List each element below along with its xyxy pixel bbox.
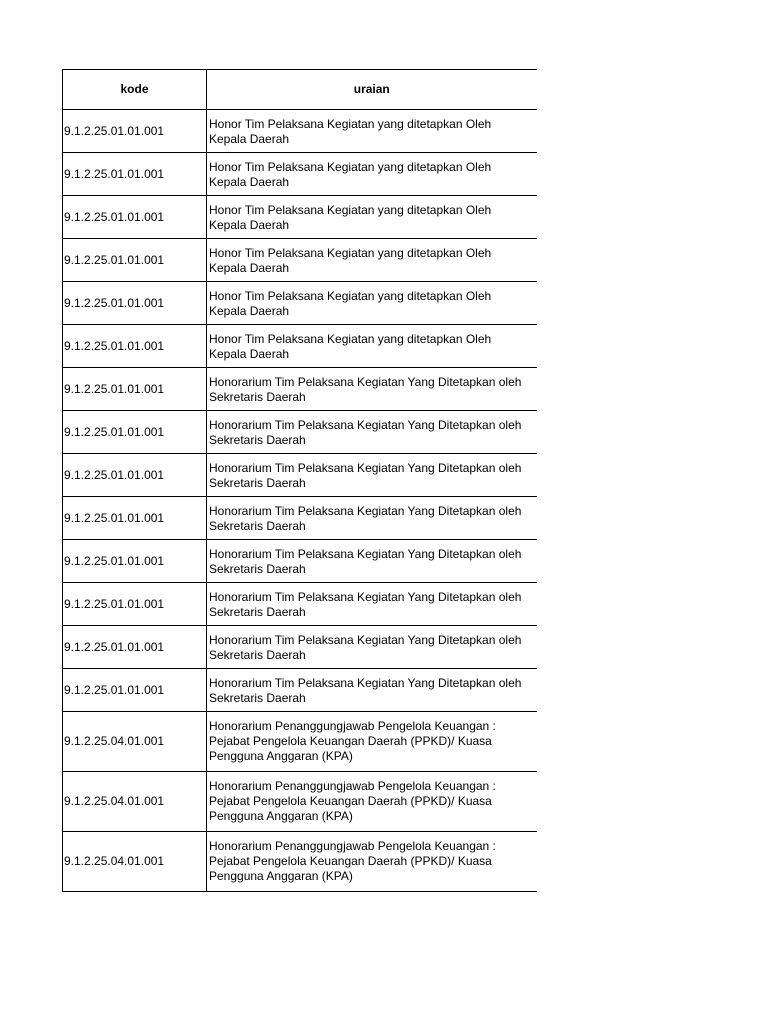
uraian-cell: Honor Tim Pelaksana Kegiatan yang ditetapkan Oleh Kepala Daerah: [207, 239, 537, 282]
kode-cell: 9.1.2.25.01.01.001: [63, 540, 207, 583]
table-row: [63, 411, 537, 454]
uraian-cell: Honor Tim Pelaksana Kegiatan yang ditetapkan Oleh Kepala Daerah: [207, 325, 537, 368]
kode-cell: 9.1.2.25.01.01.001: [63, 153, 207, 196]
kode-cell: 9.1.2.25.01.01.001: [63, 454, 207, 497]
kode-cell: 9.1.2.25.01.01.001: [63, 669, 207, 712]
table-row: [63, 583, 537, 626]
uraian-cell: Honor Tim Pelaksana Kegiatan yang ditetapkan Oleh Kepala Daerah: [207, 282, 537, 325]
kode-cell: 9.1.2.25.01.01.001: [63, 325, 207, 368]
table-row: [63, 772, 537, 832]
kode-cell: 9.1.2.25.04.01.001: [63, 772, 207, 832]
table-row: [63, 497, 537, 540]
kode-cell: 9.1.2.25.01.01.001: [63, 368, 207, 411]
kode-cell: 9.1.2.25.04.01.001: [63, 712, 207, 772]
table-row: [63, 540, 537, 583]
kode-cell: 9.1.2.25.01.01.001: [63, 411, 207, 454]
table-row: [63, 325, 537, 368]
uraian-cell: Honorarium Tim Pelaksana Kegiatan Yang Ditetapkan oleh Sekretaris Daerah: [207, 454, 537, 497]
uraian-cell: Honorarium Tim Pelaksana Kegiatan Yang Ditetapkan oleh Sekretaris Daerah: [207, 540, 537, 583]
uraian-cell: Honorarium Tim Pelaksana Kegiatan Yang Ditetapkan oleh Sekretaris Daerah: [207, 626, 537, 669]
table-row: [63, 712, 537, 772]
uraian-cell: Honorarium Tim Pelaksana Kegiatan Yang Ditetapkan oleh Sekretaris Daerah: [207, 411, 537, 454]
table-row: [63, 454, 537, 497]
uraian-cell: Honor Tim Pelaksana Kegiatan yang ditetapkan Oleh Kepala Daerah: [207, 110, 537, 153]
table-row: [63, 239, 537, 282]
table-row: [63, 368, 537, 411]
uraian-cell: Honorarium Penanggungjawab Pengelola Keuangan : Pejabat Pengelola Keuangan Daerah (PPKD)/ Kuasa Pengguna Anggaran (KPA): [207, 712, 537, 772]
uraian-cell: Honorarium Tim Pelaksana Kegiatan Yang Ditetapkan oleh Sekretaris Daerah: [207, 669, 537, 712]
table-header-row: [63, 70, 537, 110]
kode-cell: 9.1.2.25.04.01.001: [63, 832, 207, 892]
data-table: [62, 69, 537, 892]
uraian-cell: Honorarium Penanggungjawab Pengelola Keuangan : Pejabat Pengelola Keuangan Daerah (PPKD)/ Kuasa Pengguna Anggaran (KPA): [207, 832, 537, 892]
table-row: [63, 110, 537, 153]
kode-cell: 9.1.2.25.01.01.001: [63, 196, 207, 239]
kode-cell: 9.1.2.25.01.01.001: [63, 110, 207, 153]
table-row: [63, 832, 537, 892]
table-row: [63, 282, 537, 325]
kode-cell: 9.1.2.25.01.01.001: [63, 282, 207, 325]
data-table-container: [62, 69, 536, 892]
uraian-cell: Honor Tim Pelaksana Kegiatan yang ditetapkan Oleh Kepala Daerah: [207, 196, 537, 239]
column-header-uraian: uraian: [207, 70, 537, 110]
uraian-cell: Honorarium Penanggungjawab Pengelola Keuangan : Pejabat Pengelola Keuangan Daerah (PPKD)/ Kuasa Pengguna Anggaran (KPA): [207, 772, 537, 832]
kode-cell: 9.1.2.25.01.01.001: [63, 626, 207, 669]
uraian-cell: Honorarium Tim Pelaksana Kegiatan Yang Ditetapkan oleh Sekretaris Daerah: [207, 497, 537, 540]
table-row: [63, 196, 537, 239]
table-row: [63, 153, 537, 196]
uraian-cell: Honorarium Tim Pelaksana Kegiatan Yang Ditetapkan oleh Sekretaris Daerah: [207, 368, 537, 411]
kode-cell: 9.1.2.25.01.01.001: [63, 497, 207, 540]
column-header-kode: kode: [63, 70, 207, 110]
uraian-cell: Honor Tim Pelaksana Kegiatan yang ditetapkan Oleh Kepala Daerah: [207, 153, 537, 196]
kode-cell: 9.1.2.25.01.01.001: [63, 583, 207, 626]
uraian-cell: Honorarium Tim Pelaksana Kegiatan Yang Ditetapkan oleh Sekretaris Daerah: [207, 583, 537, 626]
table-row: [63, 669, 537, 712]
kode-cell: 9.1.2.25.01.01.001: [63, 239, 207, 282]
table-row: [63, 626, 537, 669]
